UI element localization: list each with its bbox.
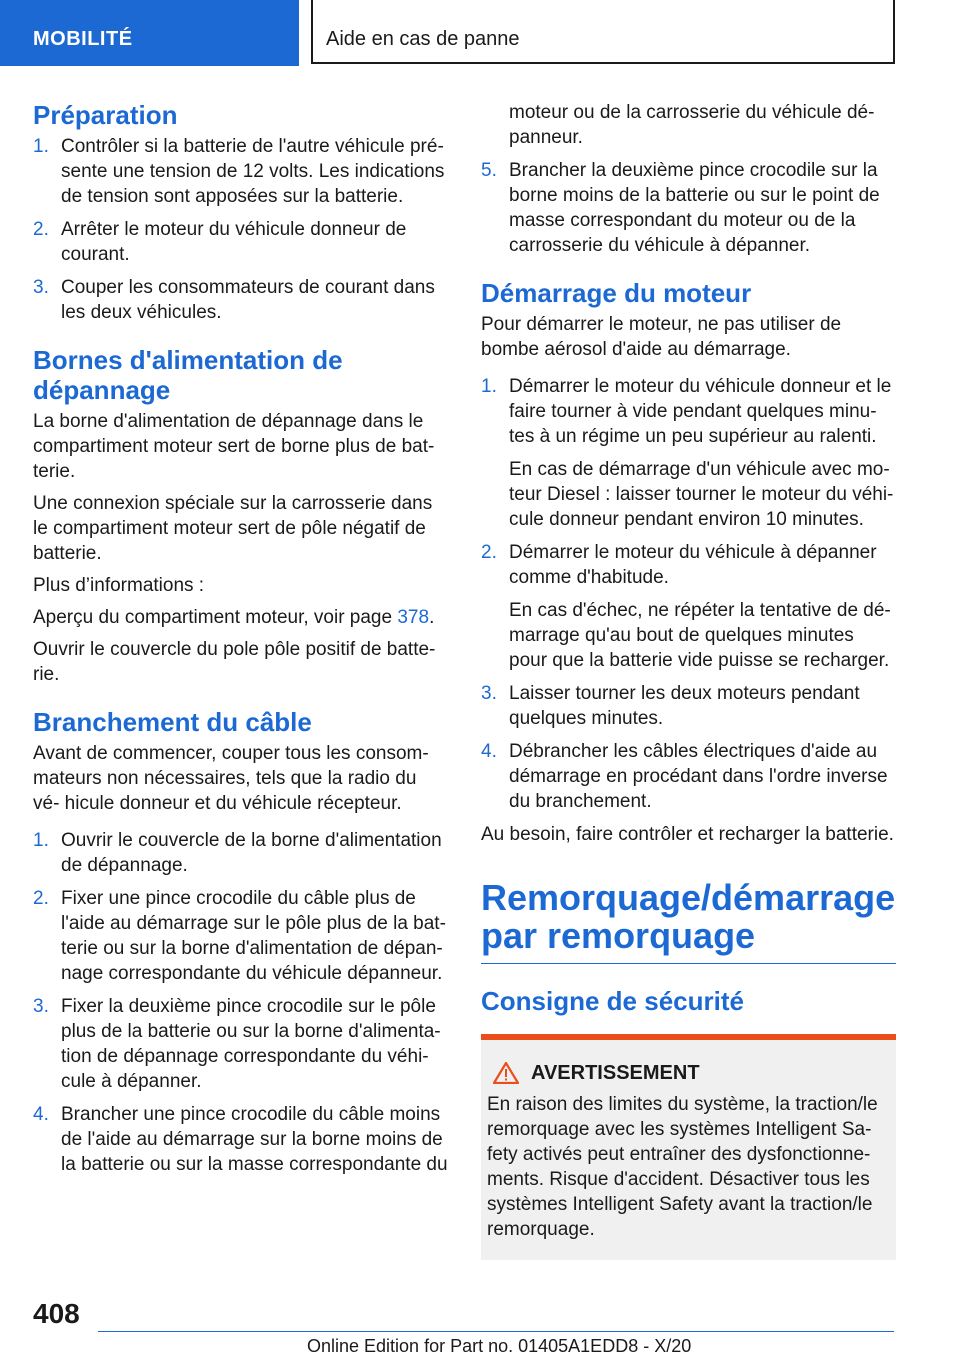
list-item (33, 828, 448, 878)
heading-remorquage: Remorquage/démarrage par remorquage (481, 877, 896, 956)
paragraph: La borne d'alimentation de dépannage dans le compartiment moteur sert de borne plus de bat- terie. (33, 411, 435, 482)
paragraph: Avant de commencer, couper tous les consom- mateurs non nécessaires, tels que la radio du vé- hicule donneur et du véhicule récepteur. (33, 743, 429, 814)
list-item-continuation (481, 100, 896, 150)
step-number: 2. (33, 888, 49, 909)
paragraph: Plus d’informations : (33, 575, 205, 596)
step-number: 1. (481, 376, 497, 397)
step-number: 1. (33, 136, 49, 157)
cable-steps (33, 828, 448, 1177)
step-text: Ouvrir le couvercle de la borne d'alimentation de dépannage. (61, 830, 442, 876)
list-item (33, 217, 448, 267)
warning-box (481, 1034, 896, 1260)
step-number: 2. (481, 542, 497, 563)
step-text: Laisser tourner les deux moteurs pendant quelques minutes. (509, 683, 860, 729)
paragraph: Au besoin, faire contrôler et recharger la batterie. (481, 824, 894, 845)
link-trail-text: . (429, 607, 435, 628)
list-item (481, 681, 896, 731)
preparation-steps (33, 134, 448, 325)
list-item (481, 158, 896, 258)
step-text: Démarrer le moteur du véhicule donneur et le faire tourner à vide pendant quelques minu- tes à un régime un peu supérieur au ralenti. (509, 376, 892, 447)
list-item (33, 994, 448, 1094)
list-item (33, 134, 448, 209)
step-text: Débrancher les câbles électriques d'aide au démarrage en procédant dans l'ordre inverse du branchement. (509, 741, 888, 812)
step-number: 1. (33, 830, 49, 851)
page-reference-link[interactable]: 378 (397, 607, 430, 628)
heading-preparation: Préparation (33, 100, 178, 130)
step-number: 3. (33, 277, 49, 298)
list-item (33, 886, 448, 986)
list-item (481, 540, 896, 673)
step-text: Contrôler si la batterie de l'autre véhicule pré- sente une tension de 12 volts. Les indications de tension sont apposées sur la batterie. (61, 136, 445, 207)
warning-label: AVERTISSEMENT (531, 1062, 700, 1084)
heading-bornes: Bornes d'alimentation de dépannage (33, 345, 343, 405)
step-number: 3. (33, 996, 49, 1017)
step-note: En cas de démarrage d'un véhicule avec mo- teur Diesel : laisser tourner le moteur du véhi- cule donneur pendant environ 10 minutes. (509, 459, 894, 530)
list-item (481, 739, 896, 814)
heading-rule (481, 963, 896, 964)
step-text: Brancher la deuxième pince crocodile sur la borne moins de la batterie ou sur le point de masse correspondant du moteur ou de la carrosserie du véhicule à dépanner. (509, 160, 880, 256)
paragraph: Pour démarrer le moteur, ne pas utiliser de bombe aérosol d'aide au démarrage. (481, 314, 842, 360)
footer-edition: Online Edition for Part no. 01405A1EDD8 - X/20 (307, 1336, 692, 1356)
heading-branchement: Branchement du câble (33, 707, 312, 737)
step-text: Couper les consommateurs de courant dans les deux véhicules. (61, 277, 435, 323)
warning-triangle-icon (493, 1062, 519, 1084)
paragraph: Une connexion spéciale sur la carrosserie dans le compartiment moteur sert de pôle négatif de batterie. (33, 493, 433, 564)
step-text: Démarrer le moteur du véhicule à dépanner comme d'habitude. (509, 542, 877, 588)
page-header (0, 0, 960, 66)
paragraph-with-link (33, 605, 448, 630)
left-column (33, 100, 448, 1185)
step-number: 4. (33, 1104, 49, 1125)
page-number: 408 (33, 1298, 80, 1329)
step-note: En cas d'échec, ne répéter la tentative de dé- marrage qu'au bout de quelques minutes pour que la batterie vide puisse se recharger. (509, 600, 891, 671)
step-text: Fixer la deuxième pince crocodile sur le pôle plus de la batterie ou sur la borne d'alimenta- tion de dépannage correspondante du véhi- cule à dépanner. (61, 996, 441, 1092)
warning-text: En raison des limites du système, la traction/le remorquage avec les systèmes Intelligent Sa- fety activés peut entraîner des dysfonctionne- ments. Risque d'accident. Désactiver tous les systèmes Intelligent Safety avant la traction/le remorquage. (487, 1094, 878, 1240)
link-lead-text: Aperçu du compartiment moteur, voir page (33, 607, 398, 628)
step-text: Brancher une pince crocodile du câble moins de l'aide au démarrage sur la borne moins de la batterie ou sur la masse correspondante du (61, 1104, 448, 1175)
right-column (481, 100, 896, 1260)
step-text: moteur ou de la carrosserie du véhicule dé- panneur. (509, 102, 875, 148)
heading-consigne: Consigne de sécurité (481, 986, 744, 1016)
warning-title (487, 1060, 888, 1086)
list-item (33, 1102, 448, 1177)
chapter-title: Aide en cas de panne (311, 0, 895, 64)
step-number: 3. (481, 683, 497, 704)
step-text: Fixer une pince crocodile du câble plus de l'aide au démarrage sur le pôle plus de la bat- terie ou sur la borne d'alimentation de dépan- nage correspondante du véhicule dépanneur. (61, 888, 446, 984)
list-item (33, 275, 448, 325)
step-number: 2. (33, 219, 49, 240)
footer-rule (98, 1331, 894, 1332)
heading-demarrage: Démarrage du moteur (481, 278, 752, 308)
section-tab: MOBILITÉ (0, 0, 299, 66)
start-steps (481, 374, 896, 814)
step-text: Arrêter le moteur du véhicule donneur de courant. (61, 219, 407, 265)
step-number: 5. (481, 160, 497, 181)
paragraph: Ouvrir le couvercle du pole pôle positif de batte- rie. (33, 639, 436, 685)
list-item (481, 374, 896, 532)
step-number: 4. (481, 741, 497, 762)
